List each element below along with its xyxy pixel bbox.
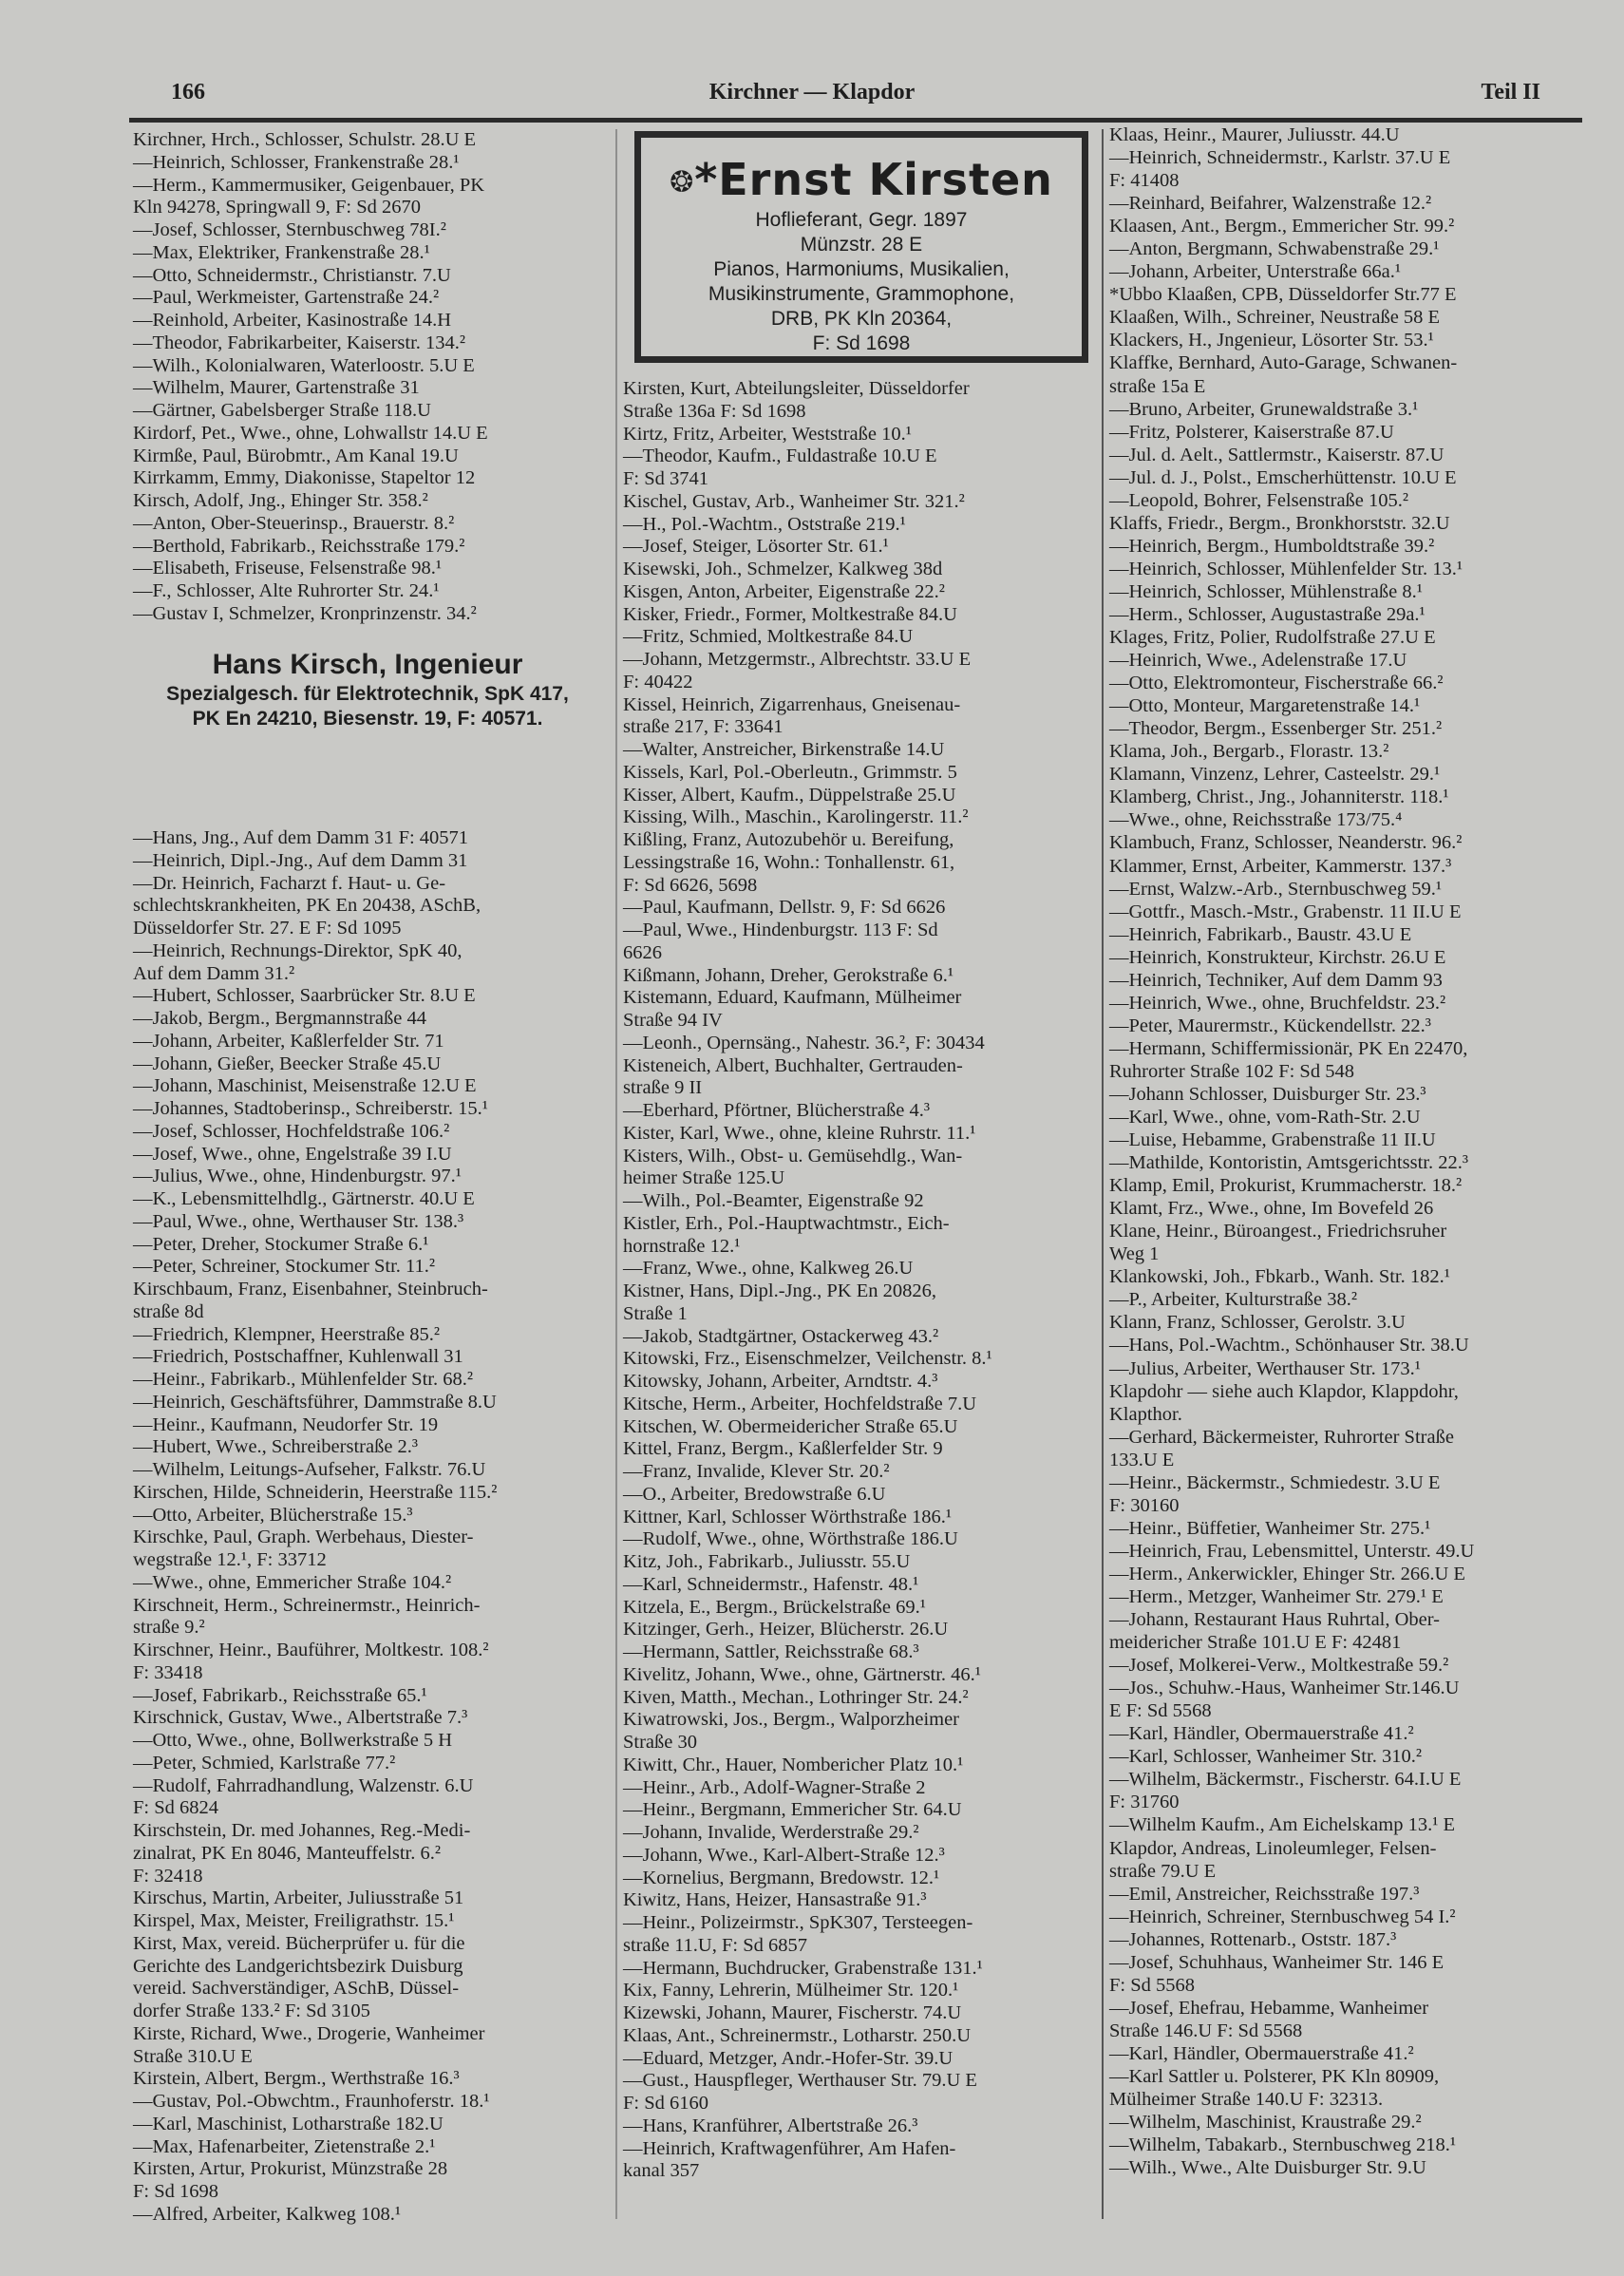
directory-entry-line: F: 32418	[133, 1865, 203, 1887]
directory-entry-line: Kizewski, Johann, Maurer, Fischerstr. 74.U	[623, 2002, 962, 2023]
directory-entry-line: Klapdohr — siehe auch Klapdor, Klappdohr,	[1109, 1380, 1459, 1402]
directory-entry-line: straße 79.U E	[1109, 1860, 1217, 1882]
directory-entry-line: —Peter, Schmied, Karlstraße 77.²	[133, 1752, 396, 1773]
directory-entry-line: —Gust., Hauspfleger, Werthauser Str. 79.U E	[623, 2070, 977, 2092]
directory-entry-line: Klamberg, Christ., Jng., Johanniterstr. 118.¹	[1109, 787, 1449, 808]
directory-entry-line: Klane, Heinr., Büroangest., Friedrichsruher	[1109, 1221, 1447, 1242]
directory-entry-line: Kirschnick, Gustav, Wwe., Albertstraße 7.³	[133, 1707, 468, 1729]
directory-entry-line: Kirsch, Adolf, Jng., Ehinger Str. 358.²	[133, 490, 428, 511]
directory-entry-line: F: 33418	[133, 1661, 203, 1683]
directory-entry-line: —Hans, Pol.-Wachtm., Schönhauser Str. 38.U	[1109, 1335, 1469, 1356]
directory-entry-line: straße 9 II	[623, 1077, 703, 1099]
directory-entry-line: Kiven, Matth., Mechan., Lothringer Str. 24.²	[623, 1686, 969, 1708]
directory-entry-line: —Gustav, Pol.-Obwchtm., Fraunhoferstr. 18.¹	[133, 2091, 490, 2112]
directory-entry-line: —Rudolf, Fahrradhandlung, Walzenstr. 6.U	[133, 1774, 474, 1796]
ad-title: Hans Kirsch, Ingenieur	[212, 649, 523, 680]
directory-entry-line: —Wilhelm Kaufm., Am Eichelskamp 13.¹ E	[1109, 1814, 1456, 1836]
directory-entry-line: Klaasen, Ant., Bergm., Emmericher Str. 99.²	[1109, 216, 1455, 237]
directory-entry-line: —Heinr., Kaufmann, Neudorfer Str. 19	[133, 1413, 439, 1435]
directory-entry-line: —Julius, Wwe., ohne, Hindenburgstr. 97.¹	[133, 1166, 462, 1187]
directory-entry-line: —Heinrich, Konstrukteur, Kirchstr. 26.U E	[1109, 946, 1446, 968]
directory-entry-line: Straße 136a F: Sd 1698	[623, 400, 806, 422]
directory-entry-line: Klapdor, Andreas, Linoleumleger, Felsen-	[1109, 1837, 1437, 1859]
directory-entry-line: Kirsten, Kurt, Abteilungsleiter, Düsseldorfer	[623, 378, 970, 399]
directory-entry-line: Klaas, Heinr., Maurer, Juliusstr. 44.U	[1109, 124, 1400, 145]
directory-entry-line: —Heinrich, Schreiner, Sternbuschweg 54 I.²	[1109, 1906, 1456, 1927]
directory-entry-line: Kitschen, W. Obermeidericher Straße 65.U	[623, 1415, 958, 1437]
directory-entry-line: —Hermann, Buchdrucker, Grabenstraße 131.¹	[623, 1957, 983, 1979]
directory-entry-line: Kitowsky, Johann, Arbeiter, Arndtstr. 4.³	[623, 1371, 938, 1392]
directory-entry-line: F: Sd 3741	[623, 468, 708, 489]
directory-entry-line: Klama, Joh., Bergarb., Florastr. 13.²	[1109, 741, 1389, 763]
directory-entry-line: straße 217, F: 33641	[623, 716, 784, 738]
directory-entry-line: —Jakob, Bergm., Bergmannstraße 44	[133, 1008, 426, 1029]
directory-entry-line: Lessingstraße 16, Wohn.: Tonhallenstr. 61,	[623, 851, 955, 873]
advertisement-kirsten	[634, 131, 1088, 363]
directory-entry-line: —Paul, Wwe., Hindenburgstr. 113 F: Sd	[623, 920, 938, 940]
directory-entry-line: E F: Sd 5568	[1109, 1700, 1212, 1722]
directory-entry-line: Kisteneich, Albert, Buchhalter, Gertrauden-	[623, 1054, 963, 1076]
directory-entry-line: —O., Arbeiter, Bredowstraße 6.U	[623, 1483, 886, 1505]
directory-entry-line: Kisser, Albert, Kaufm., Düppelstraße 25.U	[623, 784, 956, 806]
running-head-title: Kirchner — Klapdor	[708, 80, 916, 104]
directory-entry-line: Kirspel, Max, Meister, Freiligrathstr. 15.¹	[133, 1910, 455, 1931]
directory-entry-line: —Paul, Kaufmann, Dellstr. 9, F: Sd 6626	[623, 897, 946, 919]
directory-entry-line: —Hans, Jng., Auf dem Damm 31 F: 40571	[133, 827, 469, 848]
directory-entry-line: —Franz, Invalide, Klever Str. 20.²	[623, 1461, 890, 1482]
directory-entry-line: —Johann, Arbeiter, Unterstraße 66a.¹	[1109, 261, 1402, 283]
column-middle	[623, 378, 1098, 2183]
directory-entry-line: Klann, Franz, Schlosser, Gerolstr. 3.U	[1109, 1312, 1406, 1334]
directory-entry-line: —Julius, Arbeiter, Werthauser Str. 173.¹	[1109, 1357, 1421, 1379]
directory-entry-line: zinalrat, PK En 8046, Manteuffelstr. 6.²	[133, 1842, 442, 1864]
directory-entry-line: F: 40422	[623, 671, 693, 692]
directory-entry-line: —Peter, Dreher, Stockumer Straße 6.¹	[133, 1233, 429, 1255]
directory-entry-line: Straße 146.U F: Sd 5568	[1109, 2020, 1303, 2041]
directory-entry-line: kanal 357	[623, 2160, 700, 2182]
directory-entry-line: Kischel, Gustav, Arb., Wanheimer Str. 321.²	[623, 490, 965, 512]
directory-entry-line: Kitowski, Frz., Eisenschmelzer, Veilchenstr. 8.¹	[623, 1348, 992, 1370]
directory-entry-line: —Alfred, Arbeiter, Kalkweg 108.¹	[133, 2203, 401, 2225]
directory-entry-line: straße 15a E	[1109, 375, 1206, 397]
directory-entry-line: Klankowski, Joh., Fbkarb., Wanh. Str. 182.¹	[1109, 1266, 1450, 1288]
directory-entry-line: Kirmße, Paul, Bürobmtr., Am Kanal 19.U	[133, 445, 459, 466]
directory-entry-line: Kisters, Wilh., Obst- u. Gemüsehdlg., Wan-	[623, 1145, 963, 1166]
directory-entry-line: F: 41408	[1109, 170, 1180, 192]
ad-line: Münzstr. 28 E	[800, 233, 923, 256]
directory-entry-line: —Josef, Wwe., ohne, Engelstraße 39 I.U	[133, 1143, 452, 1165]
column-divider	[1102, 129, 1104, 2219]
directory-entry-line: —Otto, Elektromonteur, Fischerstraße 66.²	[1109, 673, 1444, 694]
directory-entry-line: Kirschus, Martin, Arbeiter, Juliusstraße 51	[133, 1887, 464, 1909]
directory-entry-line: Kivelitz, Johann, Wwe., ohne, Gärtnerstr. 46.¹	[623, 1663, 981, 1685]
directory-entry-line: —Otto, Wwe., ohne, Bollwerkstraße 5 H	[133, 1730, 453, 1751]
directory-entry-line: —Heinrich, Wwe., Adelenstraße 17.U	[1109, 650, 1407, 672]
directory-entry-line: —Emil, Anstreicher, Reichsstraße 197.³	[1109, 1883, 1420, 1905]
directory-entry-line: schlechtskrankheiten, PK En 20438, ASchB,	[133, 895, 482, 917]
directory-entry-line: vereid. Sachverständiger, ASchB, Düssel-	[133, 1978, 460, 2000]
directory-entry-line: Kirsten, Artur, Prokurist, Münzstraße 28	[133, 2158, 448, 2180]
directory-entry-line: Kirste, Richard, Wwe., Drogerie, Wanheimer	[133, 2022, 485, 2044]
column-left-top	[133, 129, 608, 626]
directory-entry-line: Klaffs, Friedr., Bergm., Bronkhorststr. 32.U	[1109, 512, 1450, 534]
directory-entry-line: Kistemann, Eduard, Kaufmann, Mülheimer	[623, 987, 962, 1009]
directory-entry-line: Klamann, Vinzenz, Lehrer, Casteelstr. 29.¹	[1109, 764, 1441, 786]
directory-entry-line: Kln 94278, Springwall 9, F: Sd 2670	[133, 197, 421, 218]
directory-entry-line: Straße 30	[623, 1732, 697, 1753]
directory-entry-line: —Heinr., Arb., Adolf-Wagner-Straße 2	[623, 1776, 926, 1798]
directory-entry-line: Kitz, Joh., Fabrikarb., Juliusstr. 55.U	[623, 1551, 911, 1572]
directory-entry-line: —Heinrich, Bergm., Humboldtstraße 39.²	[1109, 535, 1435, 557]
header-rule	[129, 118, 1582, 123]
directory-entry-line: —Otto, Monteur, Margaretenstraße 14.¹	[1109, 695, 1421, 717]
directory-entry-line: Klages, Fritz, Polier, Rudolfstraße 27.U E	[1109, 627, 1436, 649]
directory-entry-line: Kiwitt, Chr., Hauer, Nombericher Platz 10.¹	[623, 1754, 964, 1775]
directory-entry-line: —H., Pol.-Wachtm., Oststraße 219.¹	[623, 513, 906, 535]
directory-entry-line: —Johann, Metzgermstr., Albrechtstr. 33.U E	[623, 649, 972, 670]
directory-entry-line: —Josef, Molkerei-Verw., Moltkestraße 59.²	[1109, 1655, 1449, 1677]
directory-entry-line: —Wilhelm, Bäckermstr., Fischerstr. 64.I.U E	[1109, 1769, 1462, 1791]
directory-entry-line: meidericher Straße 101.U E F: 42481	[1109, 1632, 1402, 1654]
directory-entry-line: straße 11.U, F: Sd 6857	[623, 1934, 807, 1956]
directory-entry-line: Kisewski, Joh., Schmelzer, Kalkweg 38d	[623, 559, 943, 579]
directory-entry-line: —Peter, Schreiner, Stockumer Str. 11.²	[133, 1256, 436, 1278]
directory-entry-line: —Heinrich, Fabrikarb., Baustr. 43.U E	[1109, 923, 1412, 945]
directory-entry-line: —Johann, Arbeiter, Kaßlerfelder Str. 71	[133, 1030, 444, 1052]
directory-entry-line: —Josef, Schlosser, Hochfeldstraße 106.²	[133, 1120, 450, 1142]
directory-entry-line: —Theodor, Bergm., Essenberger Str. 251.²	[1109, 718, 1443, 740]
directory-entry-line: Kirschke, Paul, Graph. Werbehaus, Diester-	[133, 1527, 474, 1548]
directory-entry-line: heimer Straße 125.U	[623, 1167, 785, 1189]
directory-entry-line: —Eduard, Metzger, Andr.-Hofer-Str. 39.U	[623, 2047, 954, 2069]
directory-entry-line: —Heinr., Büffetier, Wanheimer Str. 275.¹	[1109, 1517, 1431, 1539]
directory-entry-line: —Johann, Maschinist, Meisenstraße 12.U E	[133, 1075, 477, 1097]
directory-entry-line: Kister, Karl, Wwe., ohne, kleine Ruhrstr. 11.¹	[623, 1122, 976, 1144]
directory-entry-line: —Heinrich, Dipl.-Jng., Auf dem Damm 31	[133, 849, 468, 871]
directory-entry-line: —Bruno, Arbeiter, Grunewaldstraße 3.¹	[1109, 398, 1419, 420]
directory-entry-line: —Josef, Schuhhaus, Wanheimer Str. 146 E	[1109, 1951, 1445, 1973]
directory-entry-line: —Wilh., Pol.-Beamter, Eigenstraße 92	[623, 1190, 924, 1211]
directory-entry-line: —F., Schlosser, Alte Ruhrorter Str. 24.¹	[133, 580, 440, 601]
directory-entry-line: 133.U E	[1109, 1449, 1175, 1470]
advertisement-kirsch	[133, 648, 602, 731]
directory-entry-line: Kirschner, Heinr., Bauführer, Moltkestr. 108.²	[133, 1640, 489, 1660]
directory-entry-line: —Heinr., Bäckermstr., Schmiedestr. 3.U E	[1109, 1471, 1441, 1493]
directory-entry-line: Kirst, Max, vereid. Bücherprüfer u. für die	[133, 1932, 465, 1954]
directory-entry-line: —Wilhelm, Leitungs-Aufseher, Falkstr. 76.U	[133, 1459, 486, 1480]
laurel-wreath-icon: ❂	[670, 165, 695, 199]
directory-entry-line: —Max, Hafenarbeiter, Zietenstraße 2.¹	[133, 2135, 436, 2157]
directory-entry-line: F: Sd 6626, 5698	[623, 874, 758, 896]
directory-entry-line: Kirschbaum, Franz, Eisenbahner, Steinbruch-	[133, 1279, 488, 1299]
directory-entry-line: —Mathilde, Kontoristin, Amtsgerichtsstr. 22.³	[1109, 1152, 1468, 1174]
directory-entry-line: Kißmann, Johann, Dreher, Gerokstraße 6.¹	[623, 964, 954, 986]
directory-entry-line: Kiwatrowski, Jos., Bergm., Walporzheimer	[623, 1709, 960, 1731]
directory-entry-line: —Elisabeth, Friseuse, Felsenstraße 98.¹	[133, 558, 442, 579]
directory-entry-line: —Heinr., Polizeirmstr., SpK307, Tersteegen-	[623, 1912, 973, 1933]
directory-entry-line: —Jul. d. J., Polst., Emscherhüttenstr. 10.U E	[1109, 466, 1457, 488]
directory-entry-line: Kissel, Heinrich, Zigarrenhaus, Gneisenau-	[623, 693, 961, 715]
directory-entry-line: —Wwe., ohne, Reichsstraße 173/75.⁴	[1109, 809, 1403, 831]
directory-entry-line: —Eberhard, Pförtner, Blücherstraße 4.³	[623, 1100, 930, 1121]
directory-entry-line: —Johann, Wwe., Karl-Albert-Straße 12.³	[623, 1844, 945, 1866]
directory-entry-line: —Theodor, Fabrikarbeiter, Kaiserstr. 134.²	[133, 332, 466, 353]
directory-entry-line: —Gottfr., Masch.-Mstr., Grabenstr. 11 II.U E	[1109, 901, 1462, 922]
directory-entry-line: Kissing, Wilh., Maschin., Karolingerstr. 11.²	[623, 806, 969, 828]
directory-entry-line: Kirrkamm, Emmy, Diakonisse, Stapeltor 12	[133, 467, 476, 489]
directory-entry-line: —Max, Elektriker, Frankenstraße 28.¹	[133, 241, 430, 263]
directory-entry-line: Mülheimer Straße 140.U F: 32313.	[1109, 2089, 1384, 2111]
directory-entry-line: —Karl, Wwe., ohne, vom-Rath-Str. 2.U	[1109, 1107, 1421, 1129]
directory-entry-line: —Wilhelm, Maschinist, Kraustraße 29.²	[1109, 2112, 1422, 2134]
directory-entry-line: —Josef, Fabrikarb., Reichsstraße 65.¹	[133, 1684, 427, 1706]
directory-entry-line: Kirstein, Albert, Bergm., Werthstraße 16.³	[133, 2068, 460, 2090]
directory-entry-line: Kirschneit, Herm., Schreinermstr., Heinrich-	[133, 1594, 481, 1616]
directory-entry-line: Kitzela, E., Bergm., Brückelstraße 69.¹	[623, 1596, 926, 1618]
directory-entry-line: —Karl Sattler u. Polsterer, PK Kln 80909,	[1109, 2065, 1440, 2087]
directory-entry-line: —Josef, Steiger, Lösorter Str. 61.¹	[623, 536, 889, 558]
ad-line: Musikinstrumente, Grammophone,	[708, 282, 1015, 305]
directory-entry-line: —Heinrich, Techniker, Auf dem Damm 93	[1109, 969, 1443, 991]
directory-entry-line: —Heinrich, Schneidermstr., Karlstr. 37.U E	[1109, 147, 1451, 169]
directory-entry-line: —Anton, Ober-Steuerinsp., Brauerstr. 8.²	[133, 512, 455, 534]
ad-line: Pianos, Harmoniums, Musikalien,	[713, 257, 1010, 280]
directory-entry-line: —Anton, Bergmann, Schwabenstraße 29.¹	[1109, 238, 1440, 260]
directory-entry-line: Straße 310.U E	[133, 2045, 253, 2067]
directory-entry-line: —Hubert, Schlosser, Saarbrücker Str. 8.U E	[133, 985, 476, 1007]
directory-entry-line: —Karl, Händler, Obermauerstraße 41.²	[1109, 2042, 1414, 2064]
directory-entry-line: Kirschen, Hilde, Schneiderin, Heerstraße 115.²	[133, 1481, 498, 1503]
directory-entry-line: —Wwe., ohne, Emmericher Straße 104.²	[133, 1571, 452, 1593]
directory-entry-line: Auf dem Damm 31.²	[133, 962, 295, 984]
directory-entry-line: Kirschstein, Dr. med Johannes, Reg.-Medi-	[133, 1820, 471, 1841]
directory-entry-line: —Heinrich, Schlosser, Mühlenstraße 8.¹	[1109, 580, 1423, 602]
directory-entry-line: —Heinrich, Schlosser, Frankenstraße 28.¹	[133, 151, 460, 173]
directory-entry-line: —Ernst, Walzw.-Arb., Sternbuschweg 59.¹	[1109, 878, 1443, 900]
directory-entry-line: —Heinr., Fabrikarb., Mühlenfelder Str. 68.²	[133, 1369, 473, 1390]
ad-line: Spezialgesch. für Elektrotechnik, SpK 417,	[166, 683, 569, 705]
directory-entry-line: Ruhrorter Straße 102 F: Sd 548	[1109, 1060, 1354, 1082]
directory-entry-line: —Herm., Schlosser, Augustastraße 29a.¹	[1109, 603, 1426, 625]
directory-entry-line: dorfer Straße 133.² F: Sd 3105	[133, 2001, 370, 2021]
column-right	[1109, 123, 1584, 2179]
directory-entry-line: —Berthold, Fabrikarb., Reichsstraße 179.²	[133, 535, 465, 557]
directory-entry-line: —Herm., Metzger, Wanheimer Str. 279.¹ E	[1109, 1586, 1444, 1607]
directory-entry-line: —Jul. d. Aelt., Sattlermstr., Kaiserstr. 87.U	[1109, 444, 1445, 465]
directory-entry-line: —Dr. Heinrich, Facharzt f. Haut- u. Ge-	[133, 872, 446, 894]
directory-entry-line: F: Sd 6160	[623, 2093, 708, 2114]
directory-entry-line: —Leopold, Bohrer, Felsenstraße 105.²	[1109, 489, 1409, 511]
directory-entry-line: wegstraße 12.¹, F: 33712	[133, 1549, 327, 1570]
directory-entry-line: Kissels, Karl, Pol.-Oberleutn., Grimmstr. 5	[623, 761, 957, 783]
directory-entry-line: —Johann, Invalide, Werderstraße 29.²	[623, 1822, 919, 1843]
directory-entry-line: —Gerhard, Bäckermeister, Ruhrorter Straße	[1109, 1426, 1454, 1448]
directory-entry-line: Kirchner, Hrch., Schlosser, Schulstr. 28.U E	[133, 129, 477, 150]
directory-entry-line: Straße 94 IV	[623, 1010, 723, 1031]
directory-entry-line: —Reinhard, Beifahrer, Walzenstraße 12.²	[1109, 193, 1432, 215]
directory-entry-line: —Leonh., Opernsäng., Nahestr. 36.², F: 30434	[623, 1032, 985, 1053]
directory-entry-line: —Johannes, Rottenarb., Oststr. 187.³	[1109, 1928, 1397, 1950]
directory-entry-line: —Heinrich, Geschäftsführer, Dammstraße 8.U	[133, 1391, 497, 1413]
directory-entry-line: —Heinrich, Wwe., ohne, Bruchfeldstr. 23.²	[1109, 992, 1446, 1014]
directory-entry-line: *Ubbo Klaaßen, CPB, Düsseldorfer Str.77 E	[1109, 284, 1457, 306]
directory-entry-line: —Herm., Ankerwickler, Ehinger Str. 266.U E	[1109, 1563, 1465, 1584]
directory-entry-line: —Otto, Arbeiter, Blücherstraße 15.³	[133, 1504, 413, 1526]
column-divider	[615, 129, 617, 2219]
directory-entry-line: —Heinr., Bergmann, Emmericher Str. 64.U	[623, 1799, 962, 1821]
directory-entry-line: F: Sd 1698	[133, 2181, 218, 2202]
directory-entry-line: Weg 1	[1109, 1243, 1160, 1265]
directory-entry-line: —Heinrich, Schlosser, Mühlenfelder Str. 13.¹	[1109, 558, 1463, 579]
directory-entry-line: —Josef, Schlosser, Sternbuschweg 78I.²	[133, 219, 446, 240]
directory-entry-line: Kix, Fanny, Lehrerin, Mülheimer Str. 120.¹	[623, 1980, 959, 2001]
directory-entry-line: —Josef, Ehefrau, Hebamme, Wanheimer	[1109, 1997, 1429, 2019]
directory-entry-line: —Franz, Wwe., ohne, Kalkweg 26.U	[623, 1258, 914, 1280]
ad-line: F: Sd 1698	[812, 332, 911, 354]
directory-entry-line: Klamp, Emil, Prokurist, Krummacherstr. 18.²	[1109, 1175, 1463, 1197]
directory-entry-line: F: Sd 5568	[1109, 1974, 1195, 1996]
directory-entry-line: Düsseldorfer Str. 27. E F: Sd 1095	[133, 918, 402, 939]
directory-entry-line: Kirtz, Fritz, Arbeiter, Weststraße 10.¹	[623, 423, 912, 445]
directory-entry-line: —Johann, Gießer, Beecker Straße 45.U	[133, 1053, 442, 1074]
directory-entry-line: —Hans, Kranführer, Albertstraße 26.³	[623, 2115, 918, 2136]
directory-entry-line: Klaaßen, Wilh., Schreiner, Neustraße 58 E	[1109, 307, 1441, 329]
directory-entry-line: —Hermann, Schiffermissionär, PK En 22470,	[1109, 1037, 1468, 1059]
directory-entry-line: F: Sd 6824	[133, 1797, 218, 1819]
directory-entry-line: —Peter, Maurermstr., Kückendellstr. 22.³	[1109, 1015, 1431, 1036]
directory-entry-line: —Heinrich, Kraftwagenführer, Am Hafen-	[623, 2137, 956, 2159]
directory-entry-line: —Jos., Schuhw.-Haus, Wanheimer Str.146.U	[1109, 1678, 1460, 1699]
directory-entry-line: —Wilh., Kolonialwaren, Waterloostr. 5.U E	[133, 354, 475, 376]
directory-entry-line: —Hermann, Sattler, Reichsstraße 68.³	[623, 1641, 919, 1662]
directory-entry-line: F: 30160	[1109, 1494, 1180, 1516]
directory-entry-line: Klapthor.	[1109, 1403, 1182, 1425]
directory-entry-line: —Luise, Hebamme, Grabenstraße 11 II.U	[1109, 1129, 1436, 1151]
directory-entry-line: Kitsche, Herm., Arbeiter, Hochfeldstraße 7.U	[623, 1393, 977, 1414]
directory-entry-line: Kisker, Friedr., Former, Moltkestraße 84.U	[623, 603, 957, 625]
directory-entry-line: Kistner, Hans, Dipl.-Jng., PK En 20826,	[623, 1280, 937, 1301]
directory-entry-line: —Karl, Schneidermstr., Hafenstr. 48.¹	[623, 1573, 919, 1595]
directory-entry-line: hornstraße 12.¹	[623, 1235, 741, 1257]
directory-entry-line: —Paul, Werkmeister, Gartenstraße 24.²	[133, 287, 440, 309]
column-left-bottom	[133, 827, 608, 2227]
directory-entry-line: Klaffke, Bernhard, Auto-Garage, Schwanen-	[1109, 352, 1458, 374]
directory-entry-line: Kistler, Erh., Pol.-Hauptwachtmstr., Eich-	[623, 1212, 950, 1234]
directory-entry-line: F: 31760	[1109, 1792, 1180, 1813]
directory-entry-line: Gerichte des Landgerichtsbezirk Duisburg	[133, 1955, 463, 1977]
directory-entry-line: —Friedrich, Klempner, Heerstraße 85.²	[133, 1323, 440, 1345]
directory-entry-line: —Johann, Restaurant Haus Ruhrtal, Ober-	[1109, 1609, 1441, 1631]
directory-entry-line: Klamt, Frz., Wwe., ohne, Im Bovefeld 26	[1109, 1198, 1434, 1220]
directory-entry-line: —Otto, Schneidermstr., Christianstr. 7.U	[133, 264, 451, 286]
directory-entry-line: —Gustav I, Schmelzer, Kronprinzenstr. 34.²	[133, 602, 477, 624]
directory-entry-line: —Jakob, Stadtgärtner, Ostackerweg 43.²	[623, 1325, 939, 1347]
directory-entry-line: —Karl, Maschinist, Lotharstraße 182.U	[133, 2113, 444, 2134]
directory-entry-line: —Karl, Schlosser, Wanheimer Str. 310.²	[1109, 1746, 1422, 1768]
directory-entry-line: —Fritz, Schmied, Moltkestraße 84.U	[623, 626, 914, 648]
directory-entry-line: —Johann Schlosser, Duisburger Str. 23.³	[1109, 1083, 1426, 1105]
directory-entry-line: Kirdorf, Pet., Wwe., ohne, Lohwallstr 14.U E	[133, 422, 488, 444]
directory-entry-line: —Paul, Wwe., ohne, Werthauser Str. 138.³	[133, 1210, 464, 1232]
directory-entry-line: —Fritz, Polsterer, Kaiserstraße 87.U	[1109, 421, 1394, 443]
directory-entry-line: 6626	[623, 941, 662, 963]
directory-entry-line: Kittner, Karl, Schlosser Wörthstraße 186.¹	[623, 1506, 952, 1527]
ad-title: *Ernst Kirsten	[694, 154, 1053, 205]
directory-entry-line: Straße 1	[623, 1302, 688, 1324]
directory-entry-line: Klackers, H., Jngenieur, Lösorter Str. 53.¹	[1109, 330, 1434, 351]
directory-entry-line: —Kornelius, Bergmann, Bredowstr. 12.¹	[623, 1867, 940, 1888]
page-number: 166	[171, 80, 205, 104]
directory-entry-line: Kittel, Franz, Bergm., Kaßlerfelder Str. 9	[623, 1438, 943, 1460]
ad-line: DRB, PK Kln 20364,	[770, 307, 953, 330]
directory-entry-line: —Reinhold, Arbeiter, Kasinostraße 14.H	[133, 310, 452, 331]
directory-entry-line: straße 8d	[133, 1300, 204, 1322]
directory-entry-line: —Karl, Händler, Obermauerstraße 41.²	[1109, 1723, 1414, 1745]
directory-entry-line: —Rudolf, Wwe., ohne, Wörthstraße 186.U	[623, 1528, 958, 1550]
ad-line: Hoflieferant, Gegr. 1897	[755, 208, 968, 231]
directory-entry-line: —Heinrich, Rechnungs-Direktor, SpK 40,	[133, 939, 463, 961]
directory-entry-line: Kitzinger, Gerh., Heizer, Blücherstr. 26.U	[623, 1619, 949, 1641]
directory-entry-line: —Johannes, Stadtoberinsp., Schreiberstr. 15.¹	[133, 1098, 488, 1119]
directory-entry-line: Klambuch, Franz, Schlosser, Neanderstr. 96.²	[1109, 832, 1463, 854]
directory-entry-line: —Heinrich, Frau, Lebensmittel, Unterstr. 49.U	[1109, 1540, 1475, 1562]
directory-entry-line: Kisgen, Anton, Arbeiter, Eigenstraße 22.²	[623, 580, 945, 602]
directory-entry-line: —Wilh., Wwe., Alte Duisburger Str. 9.U	[1109, 2157, 1426, 2179]
directory-entry-line: —K., Lebensmittelhdlg., Gärtnerstr. 40.U E	[133, 1188, 475, 1209]
directory-entry-line: —Friedrich, Postschaffner, Kuhlenwall 31	[133, 1346, 463, 1368]
directory-entry-line: —Walter, Anstreicher, Birkenstraße 14.U	[623, 739, 945, 760]
directory-entry-line: —Theodor, Kaufm., Fuldastraße 10.U E	[623, 446, 937, 467]
directory-entry-line: —Hubert, Wwe., Schreiberstraße 2.³	[133, 1436, 419, 1458]
part-label: Teil II	[1481, 80, 1540, 104]
directory-entry-line: —Wilhelm, Tabakarb., Sternbuschweg 218.¹	[1109, 2134, 1457, 2156]
directory-entry-line: Kiwitz, Hans, Heizer, Hansastraße 91.³	[623, 1889, 927, 1911]
directory-entry-line: Klammer, Ernst, Arbeiter, Kammerstr. 137.³	[1109, 855, 1452, 877]
directory-entry-line: Kißling, Franz, Autozubehör u. Bereifung,	[623, 829, 954, 850]
directory-entry-line: —Herm., Kammermusiker, Geigenbauer, PK	[133, 174, 485, 196]
directory-entry-line: —Gärtner, Gabelsberger Straße 118.U	[133, 400, 431, 421]
directory-entry-line: Klaas, Ant., Schreinermstr., Lotharstr. 250.U	[623, 2024, 972, 2046]
directory-entry-line: straße 9.²	[133, 1617, 205, 1639]
directory-entry-line: —Wilhelm, Maurer, Gartenstraße 31	[133, 377, 420, 399]
ad-line: PK En 24210, Biesenstr. 19, F: 40571.	[192, 708, 543, 730]
directory-entry-line: —P., Arbeiter, Kulturstraße 38.²	[1109, 1289, 1357, 1311]
